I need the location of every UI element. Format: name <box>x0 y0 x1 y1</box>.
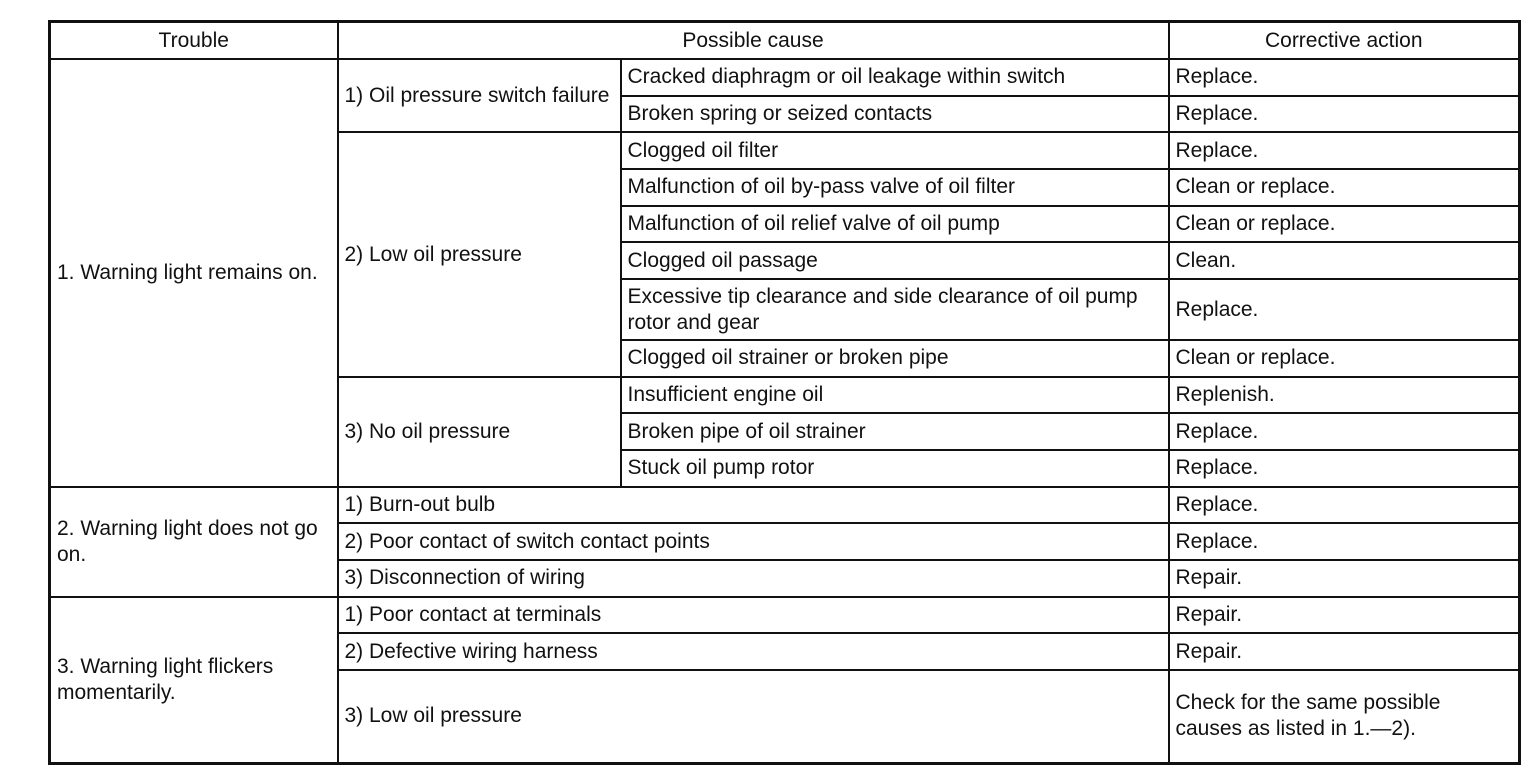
action-cell: Replace. <box>1169 96 1520 133</box>
action-cell: Clean or replace. <box>1169 340 1520 377</box>
action-cell: Replace. <box>1169 279 1520 340</box>
action-cell: Check for the same possible causes as listed in 1.—2). <box>1169 670 1520 764</box>
table-row <box>50 59 1520 96</box>
cause-detail-cell: Malfunction of oil by-pass valve of oil filter <box>621 169 1169 206</box>
cause-cell: 1) Poor contact at terminals <box>338 597 1169 634</box>
cause-detail-cell: Stuck oil pump rotor <box>621 450 1169 487</box>
action-cell: Replace. <box>1169 132 1520 169</box>
trouble-cell: 2. Warning light does not go on. <box>50 487 338 597</box>
table-row <box>50 597 1520 634</box>
action-cell: Repair. <box>1169 560 1520 597</box>
cause-group-cell: 3) No oil pressure <box>338 377 621 487</box>
header-trouble: Trouble <box>50 22 338 60</box>
cause-detail-cell: Insufficient engine oil <box>621 377 1169 414</box>
cause-cell: 2) Defective wiring harness <box>338 633 1169 670</box>
action-cell: Clean. <box>1169 242 1520 279</box>
header-row <box>50 22 1520 60</box>
cause-cell: 3) Low oil pressure <box>338 670 1169 764</box>
cause-group-cell: 1) Oil pressure switch failure <box>338 59 621 132</box>
action-cell: Replace. <box>1169 59 1520 96</box>
action-cell: Replace. <box>1169 413 1520 450</box>
cause-detail-cell: Excessive tip clearance and side clearance of oil pump rotor and gear <box>621 279 1169 340</box>
action-cell: Replenish. <box>1169 377 1520 414</box>
table-row <box>50 487 1520 524</box>
cause-cell: 1) Burn-out bulb <box>338 487 1169 524</box>
action-cell: Repair. <box>1169 597 1520 634</box>
trouble-cell: 3. Warning light flickers momentarily. <box>50 597 338 764</box>
cause-cell: 2) Poor contact of switch contact points <box>338 523 1169 560</box>
action-cell: Replace. <box>1169 487 1520 524</box>
cause-detail-cell: Clogged oil filter <box>621 132 1169 169</box>
cause-detail-cell: Clogged oil passage <box>621 242 1169 279</box>
cause-detail-cell: Broken spring or seized contacts <box>621 96 1169 133</box>
header-corrective-action: Corrective action <box>1169 22 1520 60</box>
cause-detail-cell: Cracked diaphragm or oil leakage within switch <box>621 59 1169 96</box>
cause-cell: 3) Disconnection of wiring <box>338 560 1169 597</box>
cause-group-cell: 2) Low oil pressure <box>338 132 621 376</box>
action-cell: Replace. <box>1169 523 1520 560</box>
cause-detail-cell: Clogged oil strainer or broken pipe <box>621 340 1169 377</box>
troubleshooting-sheet <box>48 20 1518 765</box>
trouble-cell: 1. Warning light remains on. <box>50 59 338 486</box>
action-cell: Clean or replace. <box>1169 206 1520 243</box>
header-possible-cause: Possible cause <box>338 22 1169 60</box>
action-cell: Repair. <box>1169 633 1520 670</box>
cause-detail-cell: Malfunction of oil relief valve of oil pump <box>621 206 1169 243</box>
cause-detail-cell: Broken pipe of oil strainer <box>621 413 1169 450</box>
troubleshooting-table <box>48 20 1521 765</box>
action-cell: Replace. <box>1169 450 1520 487</box>
action-cell: Clean or replace. <box>1169 169 1520 206</box>
